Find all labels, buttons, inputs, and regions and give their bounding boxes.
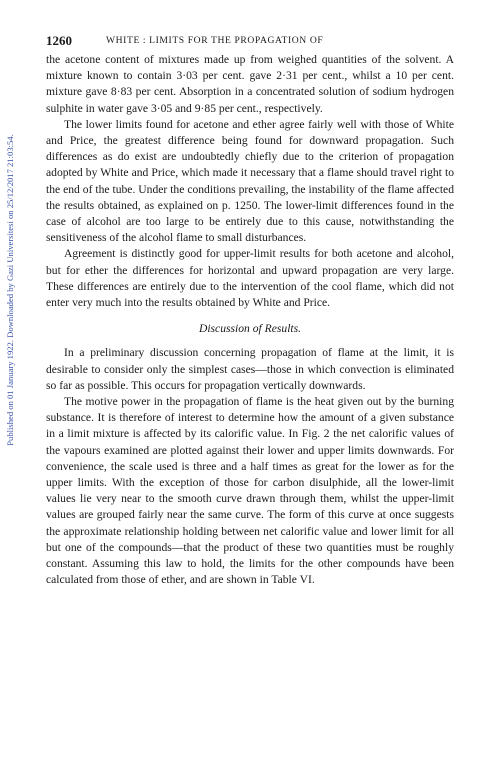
download-watermark-text: Published on 01 January 1922. Downloaded by Gazi Universitesi on 25/12/2017 21:03:54. (5, 134, 15, 446)
article-body (46, 52, 454, 589)
running-head: WHITE : LIMITS FOR THE PROPAGATION OF (106, 35, 324, 46)
section-heading: Discussion of Results. (198, 322, 302, 336)
paragraph: the acetone content of mixtures made up from weighed quantities of the solvent. A mixture known to contain 3·03 per cent. gave 2·31 per cent., whilst a 10 per cent. mixture gave 8·83 per cent. Absorption in a concentrated solution of sodium hydrogen sulphite in water gave 3·05 and 9·85 per cent., respectively. (46, 53, 454, 115)
page-number: 1260 (46, 33, 72, 48)
download-watermark (2, 90, 18, 490)
paragraph: The lower limits found for acetone and ether agree fairly well with those of White and Price, the greatest difference being found for downward propagation. Such differences as do exist are undoubtedly chiefly due to the criterion of propagation adopted by White and Price, which made it necessary that a flame should travel right to the end of the tube. Under the conditions prevailing, the instability of the flame affected the results obtained, as explained on p. 1250. The lower-limit differences found in the case of alcohol are too large to be entirely due to this cause, notwithstanding the sensitiveness of the alcohol flame to small disturbances. (46, 117, 454, 245)
page-header (46, 33, 454, 49)
paragraph: Agreement is distinctly good for upper-limit results for both acetone and alcohol, but for ether the differences for horizontal and upward propagation are very large. These differences are entirely due to the intervention of the cool flame, which did not enter very much into the results obtained by White and Price. (46, 247, 454, 310)
paragraph: In a preliminary discussion concerning propagation of flame at the limit, it is desirable to consider only the simplest cases—those in which convection is eliminated so far as possible. This occurs for propagation vertically downwards. (46, 346, 454, 392)
paragraph: The motive power in the propagation of flame is the heat given out by the burning substance. It is therefore of interest to determine how the amount of a given substance in a limit mixture is affected by its calorific value. In Fig. 2 the net calorific values of the vapours examined are plotted against their lower and upper limits downwards. For convenience, the scale used is three and a half times as great for the lower as for the upper limits. With the exception of those for carbon disulphide, all the lower-limit values lie very near to the smooth curve drawn through them, whilst the upper-limit values are grouped fairly near the same curve. The form of this curve at once suggests the approximate relationship holding between net calorific value and lower limit for all but one of the compounds—that the product of these two quantities must be roughly constant. Assuming this law to hold, the limits for the other compounds have been calculated from those of ether, and are shown in Table VI. (46, 395, 454, 587)
